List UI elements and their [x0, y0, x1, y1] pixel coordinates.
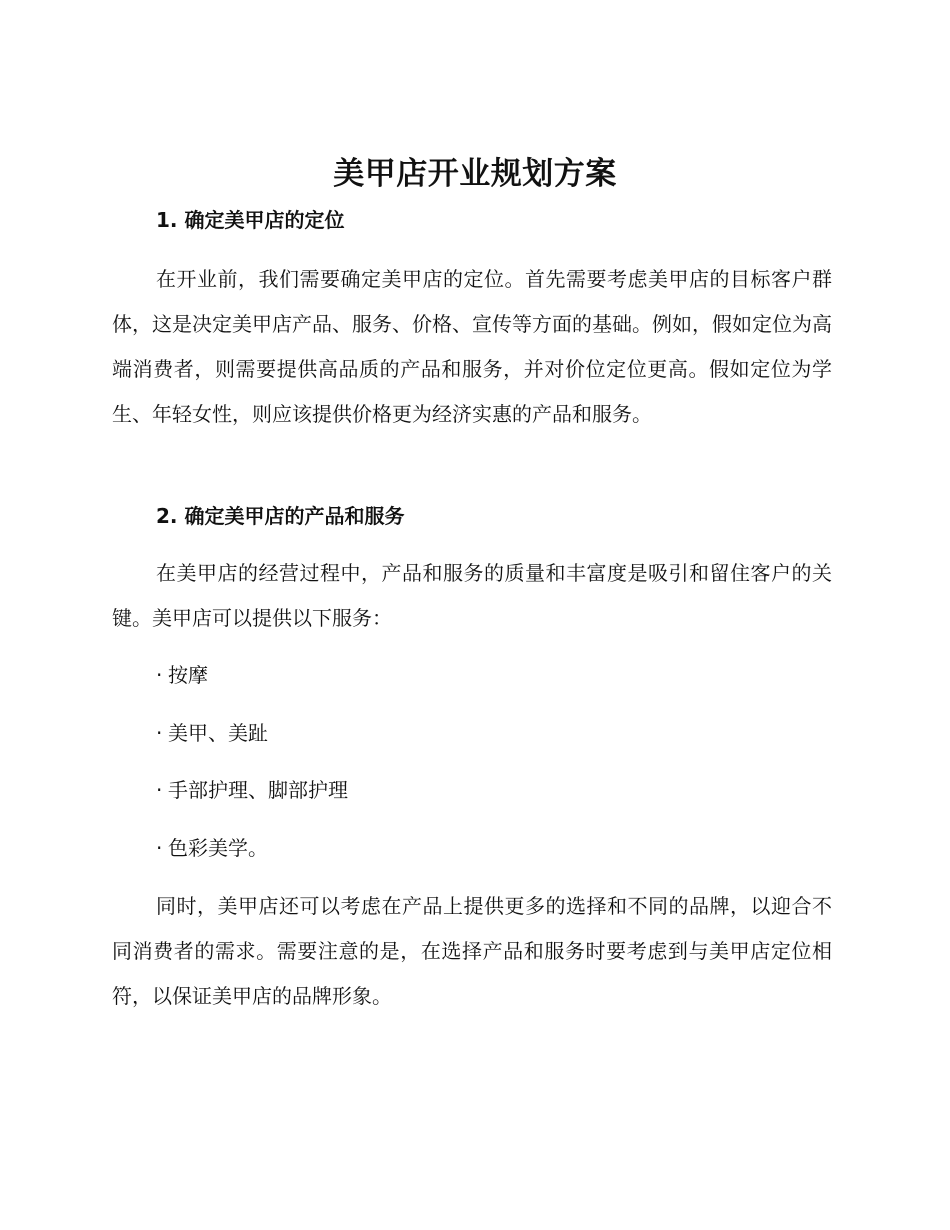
section-1-heading: 1. 确定美甲店的定位 [156, 208, 345, 232]
list-item [156, 775, 348, 805]
section-2-heading: 2. 确定美甲店的产品和服务 [156, 504, 405, 528]
section-2-intro: 在美甲店的经营过程中，产品和服务的质量和丰富度是吸引和留住客户的关键。美甲店可以提供以下服务： [112, 561, 832, 630]
list-item [156, 660, 208, 690]
list-item [156, 833, 268, 863]
bullet-dot-icon: · [156, 663, 163, 687]
document-title: 美甲店开业规划方案 [333, 156, 617, 192]
list-item [156, 718, 268, 748]
list-item-text: 美甲、美趾 [168, 721, 268, 745]
section-1-paragraph: 在开业前，我们需要确定美甲店的定位。首先需要考虑美甲店的目标客户群体，这是决定美甲店产品、服务、价格、宣传等方面的基础。例如，假如定位为高端消费者，则需要提供高品质的产品和服务，并对价位定位更高。假如定位为学生、年轻女性，则应该提供价格更为经济实惠的产品和服务。 [112, 267, 832, 426]
bullet-dot-icon: · [156, 778, 163, 802]
list-item-text: 按摩 [168, 663, 208, 687]
section-2-closing: 同时，美甲店还可以考虑在产品上提供更多的选择和不同的品牌，以迎合不同消费者的需求。需要注意的是，在选择产品和服务时要考虑到与美甲店定位相符，以保证美甲店的品牌形象。 [112, 894, 832, 1008]
bullet-dot-icon: · [156, 836, 163, 860]
bullet-dot-icon: · [156, 721, 163, 745]
list-item-text: 手部护理、脚部护理 [168, 778, 348, 802]
list-item-text: 色彩美学。 [168, 836, 268, 860]
